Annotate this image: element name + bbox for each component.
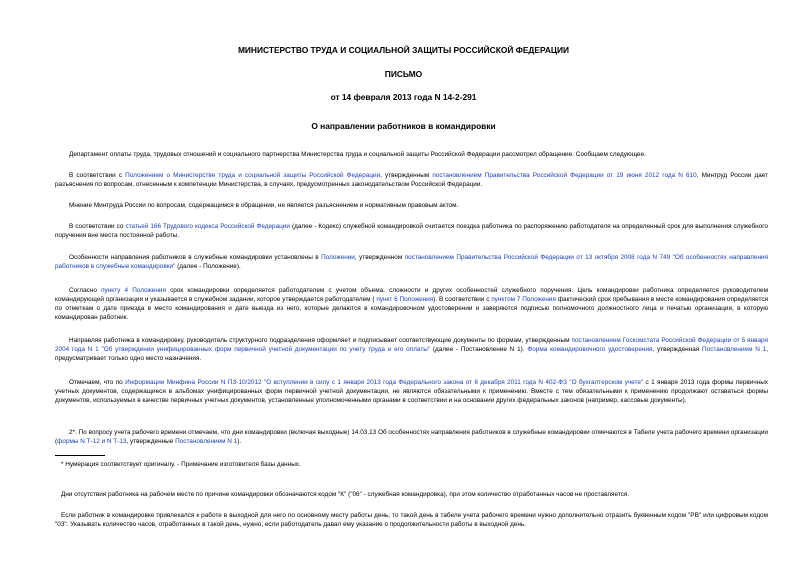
- link-government-decree-749[interactable]: постановлением Правительства Российской Федерации от 13 октября 2008 года N 749 "Об особенностях направления работников в служебные командировки": [55, 254, 768, 271]
- document-date-number: от 14 февраля 2013 года N 14-2-291: [330, 92, 477, 102]
- paragraph-documents-forms: [55, 336, 768, 363]
- link-clause-4[interactable]: пункту 4 Положения: [101, 287, 166, 294]
- paragraph-text: Если работник в командировке привлекался к работе в выходной для него по основному месту работы день, то такой день в табеле учета рабочего времени нужно дополнительно отразить буквенным кодом "РВ" или цифровым кодом "03". Указывать количество часов, отработанных в такой день, нужно, если работодатель давал ему указание о продолжительности работы в выходной день.: [55, 512, 768, 529]
- paragraph-text: ). В соответствии с: [433, 296, 492, 304]
- paragraph-text: , утвержденным: [380, 172, 433, 179]
- link-government-decree-610[interactable]: постановлением Правительства Российской Федерации от 19 июня 2012 года N 610: [432, 172, 697, 179]
- link-decree-n1[interactable]: Постановлением N 1: [702, 346, 767, 354]
- paragraph-regulation-749: [55, 253, 768, 271]
- paragraph-text: Согласно: [69, 287, 102, 294]
- paragraph-text: , Минтруд России дает разъяснения по вопросам, отнесенным к компетенции Министерства, в случаях, предусмотренных законодательством Российской Федерации.: [55, 172, 769, 189]
- paragraph-text: (далее - Постановление N 1).: [430, 346, 528, 354]
- paragraph-text: Отмечаем, что по: [69, 379, 126, 386]
- paragraph-text: с 1 января 2013 года формы первичных учетных документов, содержащиеся в альбомах унифицированных форм первичной учетной документации, не являются обязательными к применению. Вместе с тем обязательными к применению продолжают оставаться формы документов, используемых в качестве первичных учетных документов, установленные уполномоченными органами в соответствии и на основании других федеральных законов (например, кассовые документы).: [55, 379, 768, 405]
- paragraph-weekend-work: [55, 511, 768, 529]
- paragraph-text: Дни отсутствия работника на рабочем месте по причине командировки обозначаются кодом "К" ("06" - служебная командировка), при этом количество отработанных часов не проставляется.: [61, 491, 630, 498]
- link-decree-n1[interactable]: Постановлением N 1: [175, 438, 238, 446]
- link-forms-t12-t13[interactable]: формы N Т-12 и N Т-13: [57, 438, 127, 446]
- paragraph-text: 2*. По вопросу учета рабочего времени отмечаем, что дни командировки (включая выходные) 14.03.13 Об особенностях направления работников в служебные командировки отмечаются в Табеле учета рабочего времени организации (: [55, 429, 768, 446]
- link-clause-6[interactable]: пункт 6 Положения: [376, 296, 434, 304]
- paragraph-article-166: [55, 222, 768, 240]
- link-clause-7[interactable]: пунктом 7 Положения: [491, 296, 556, 304]
- footnote-separator: [55, 455, 105, 456]
- paragraph-text: , предусматривает только одно место назначения.: [55, 346, 769, 363]
- paragraph-text: Департамент оплаты труда, трудовых отношений и социального партнерства Министерства труда и социальной защиты Российской Федерации рассмотрел обращение. Сообщаем следующее.: [69, 151, 646, 158]
- link-ministry-regulation[interactable]: Положением о Министерстве труда и социальной защиты Российской Федерации: [125, 172, 381, 179]
- document-type: ПИСЬМО: [384, 69, 423, 79]
- paragraph-text: (далее - Положение).: [175, 263, 241, 271]
- paragraph-text: срок командировки определяется работодателем с учетом объема, сложности и других особенностей служебного поручения. Цель командировки работника определяется руководителем командирующей организации и указывается в служебном задании, которое утверждается работодателем (: [55, 287, 768, 304]
- paragraph-minfin-information: [55, 378, 768, 405]
- document-subject: О направлении работников в командировки: [311, 121, 496, 131]
- paragraph-text: , утвержденная: [652, 346, 703, 354]
- paragraph-opinion: [55, 201, 768, 210]
- paragraph-text: (далее - Кодекс) служебной командировкой считается поездка работника по распоряжению работодателя на определенный срок для выполнения служебного поручения вне места постоянной работы.: [55, 223, 768, 240]
- paragraph-intro: [55, 150, 768, 159]
- paragraph-absence-code: [55, 490, 768, 499]
- paragraph-text: Мнение Минтруда России по вопросам, содержащимся в обращении, не является разъяснением и нормативным правовым актом.: [69, 202, 459, 209]
- paragraph-text: фактический срок пребывания в месте командирования определяется по отметкам о дате приезда в место командирования и дате выезда из него, которые делаются в командировочном удостоверении и заверяются подписью полномочного должностного лица и печатью организации, в которую командирован работник.: [55, 296, 769, 322]
- paragraph-text: Направляя работника в командировку, руководитель структурного подразделения оформляет и подписывает соответствующие документы по формам, утвержденным: [69, 337, 572, 344]
- paragraph-text: В соответствии с: [69, 172, 126, 179]
- ministry-title: МИНИСТЕРСТВО ТРУДА И СОЦИАЛЬНОЙ ЗАЩИТЫ РОССИЙСКОЙ ФЕДЕРАЦИИ: [237, 45, 570, 55]
- paragraph-text: , утвержденном: [354, 254, 405, 261]
- paragraph-text: В соответствии со: [69, 223, 126, 230]
- link-labor-code-article-166[interactable]: статьей 166 Трудового кодекса Российской Федерации: [125, 223, 290, 230]
- paragraph-text: ).: [237, 438, 242, 446]
- paragraph-trip-duration: [55, 286, 768, 322]
- link-minfin-information[interactable]: Информации Минфина России N ПЗ-10/2012 "О вступлении в силу с 1 января 2013 года Федерального закона от 6 декабря 2011 года N 402-ФЗ "О бухгалтерском учете": [125, 379, 644, 386]
- link-goskomstat-decree-1[interactable]: постановлением Госкомстата Российской Федерации от 5 января 2004 года N 1 "Об утверждении унифицированных форм первичной учетной документации по учету труда и его оплаты": [55, 337, 768, 354]
- link-travel-certificate-form[interactable]: Форма командировочного удостоверения: [527, 346, 653, 354]
- paragraph-text: , утвержденные: [126, 438, 176, 446]
- footnote: [55, 460, 768, 469]
- footnote-text: * Нумерация соответствует оригиналу. - Примечание изготовителя базы данных.: [61, 461, 301, 468]
- link-regulation[interactable]: Положении: [321, 254, 355, 261]
- paragraph-work-time-accounting: [55, 428, 768, 446]
- paragraph-text: Особенности направления работников в служебные командировки установлены в: [69, 254, 322, 261]
- paragraph-ministry-authority: [55, 171, 768, 189]
